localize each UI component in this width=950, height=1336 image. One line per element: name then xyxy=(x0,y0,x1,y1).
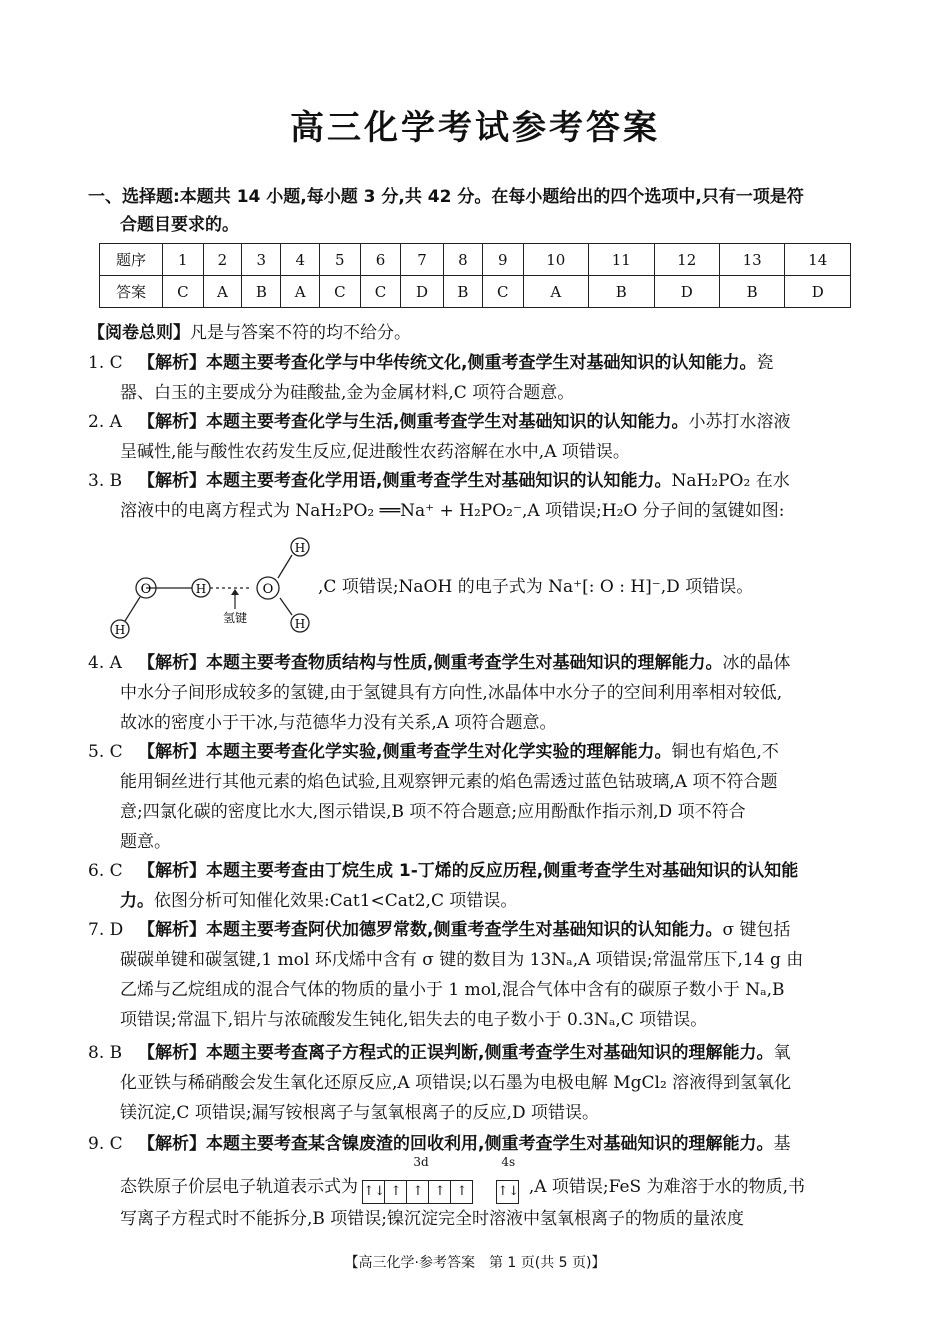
item-heading: 【解析】本题主要考查由丁烷生成 1-丁烯的反应历程,侧重考查学生对基础知识的认知能 xyxy=(138,861,799,881)
item-number: 2. A xyxy=(88,412,122,432)
item-text: 中水分子间形成较多的氢键,由于氢键具有方向性,冰晶体中水分子的空间利用率相对较低, xyxy=(120,683,783,703)
table-cell: 2 xyxy=(203,244,242,276)
table-cell: 5 xyxy=(320,244,361,276)
table-cell: D xyxy=(785,276,851,308)
table-cell: 1 xyxy=(163,244,204,276)
item-number: 9. C xyxy=(88,1134,123,1154)
page-title: 高三化学考试参考答案 xyxy=(290,108,660,148)
item-heading-cont: 力。 xyxy=(120,891,154,911)
item-heading: 【解析】本题主要考查化学与中华传统文化,侧重考查学生对基础知识的认知能力。 xyxy=(138,353,757,373)
item-heading: 【解析】本题主要考查化学与生活,侧重考查学生对基础知识的认知能力。 xyxy=(138,412,689,432)
table-cell: 3 xyxy=(242,244,281,276)
item-text: 依图分析可知催化效果:Cat1<Cat2,C 项错误。 xyxy=(154,891,518,911)
item-number: 1. C xyxy=(88,353,123,373)
list-item xyxy=(88,648,863,738)
item-text: ,A 项错误;FeS 为难溶于水的物质,书 xyxy=(528,1177,806,1197)
item-heading: 【解析】本题主要考查某含镍废渣的回收利用,侧重考查学生对基础知识的理解能力。 xyxy=(138,1134,774,1154)
table-cell: 8 xyxy=(443,244,482,276)
grading-rule xyxy=(88,318,411,343)
orbital-box: ↑ xyxy=(450,1180,473,1204)
row-label-answer: 答案 xyxy=(100,276,163,308)
orbital-label-3d: 3d xyxy=(413,1154,429,1169)
rule-label: 【阅卷总则】 xyxy=(88,323,190,343)
item-text: 氧 xyxy=(773,1043,791,1063)
row-label-question: 题序 xyxy=(100,244,163,276)
atom-o1: O xyxy=(140,582,152,597)
table-cell: C xyxy=(163,276,204,308)
table-cell: 7 xyxy=(401,244,443,276)
item-heading: 【解析】本题主要考查化学实验,侧重考查学生对化学实验的理解能力。 xyxy=(138,742,672,762)
item-heading: 【解析】本题主要考查化学用语,侧重考查学生对基础知识的认知能力。 xyxy=(138,471,672,491)
item-text: 乙烯与乙烷组成的混合气体的物质的量小于 1 mol,混合气体中含有的碳原子数小于 Nₐ,B xyxy=(120,980,785,1000)
list-item xyxy=(88,1038,863,1128)
list-item xyxy=(88,737,863,857)
page-footer: 【高三化学·参考答案 第 1 页(共 5 页)】 xyxy=(344,1255,606,1271)
table-cell: B xyxy=(719,276,784,308)
item-text: 项错误;常温下,铝片与浓硫酸发生钝化,铝失去的电子数小于 0.3Nₐ,C 项错误。 xyxy=(120,1010,708,1030)
list-item xyxy=(88,1129,863,1235)
table-row-answers xyxy=(100,276,851,308)
item-number: 8. B xyxy=(88,1043,123,1063)
list-item xyxy=(88,915,863,1035)
table-cell: A xyxy=(203,276,242,308)
item-text: 铜也有焰色,不 xyxy=(671,742,779,762)
item-text: 瓷 xyxy=(756,353,774,373)
diagram-trailing-text: ,C 项错误;NaOH 的电子式为 Na⁺[: O : H]⁻,D 项错误。 xyxy=(318,577,754,597)
answer-table xyxy=(99,243,851,308)
item-text: 题意。 xyxy=(120,832,171,852)
item-heading: 【解析】本题主要考查物质结构与性质,侧重考查学生对基础知识的理解能力。 xyxy=(138,653,723,673)
atom-h2: H xyxy=(114,623,126,637)
item-number: 4. A xyxy=(88,653,122,673)
item-text: 基 xyxy=(773,1134,791,1154)
orbital-diagram xyxy=(363,1154,523,1201)
table-cell: 4 xyxy=(281,244,320,276)
item-text: 镁沉淀,C 项错误;漏写铵根离子与氢氧根离子的反应,D 项错误。 xyxy=(120,1103,599,1123)
table-cell: C xyxy=(482,276,523,308)
table-cell: B xyxy=(443,276,482,308)
table-cell: 10 xyxy=(523,244,588,276)
orbital-box: ↑ xyxy=(428,1180,451,1204)
list-item xyxy=(88,466,863,526)
item-text: 呈碱性,能与酸性农药发生反应,促进酸性农药溶解在水中,A 项错误。 xyxy=(120,442,630,462)
orbital-box: ↑ xyxy=(406,1180,429,1204)
item-text: NaH₂PO₂ 在水 xyxy=(671,471,790,491)
item-text: 冰的晶体 xyxy=(722,653,791,673)
item-text: 写离子方程式时不能拆分,B 项错误;镍沉淀完全时溶液中氢氧根离子的物质的量浓度 xyxy=(120,1209,745,1229)
table-cell: 11 xyxy=(589,244,654,276)
table-cell: C xyxy=(360,276,401,308)
atom-h3: H xyxy=(294,541,306,555)
item-text: 小苏打水溶液 xyxy=(688,412,791,432)
atom-h1: H xyxy=(195,582,207,596)
table-cell: 14 xyxy=(785,244,851,276)
list-item xyxy=(88,856,863,916)
item-heading: 【解析】本题主要考查阿伏加德罗常数,侧重考查学生对基础知识的认知能力。 xyxy=(138,920,723,940)
table-cell: B xyxy=(242,276,281,308)
table-cell: 13 xyxy=(719,244,784,276)
table-cell: C xyxy=(320,276,361,308)
item-number: 6. C xyxy=(88,861,123,881)
orbital-box: ↑↓ xyxy=(496,1180,519,1204)
list-item xyxy=(88,348,863,408)
orbital-box: ↑↓ xyxy=(362,1180,385,1204)
item-text: 态铁原子价层电子轨道表示式为 xyxy=(120,1177,358,1197)
table-cell: D xyxy=(654,276,719,308)
item-text: 化亚铁与稀硝酸会发生氧化还原反应,A 项错误;以石墨为电极电解 MgCl₂ 溶液得到氢氧化 xyxy=(120,1073,792,1093)
item-number: 5. C xyxy=(88,742,123,762)
item-text: 意;四氯化碳的密度比水大,图示错误,B 项不符合题意;应用酚酞作指示剂,D 项不符合 xyxy=(120,802,746,822)
atom-o2: O xyxy=(262,582,274,597)
table-row-numbers xyxy=(100,244,851,276)
hydrogen-bond-diagram xyxy=(100,533,330,643)
item-heading: 【解析】本题主要考查离子方程式的正误判断,侧重考查学生对基础知识的理解能力。 xyxy=(138,1043,774,1063)
table-cell: B xyxy=(589,276,654,308)
item-number: 7. D xyxy=(88,920,124,940)
orbital-box: ↑ xyxy=(384,1180,407,1204)
item-text: 器、白玉的主要成分为硅酸盐,金为金属材料,C 项符合题意。 xyxy=(120,383,575,403)
hydrogen-bond-label: 氢键 xyxy=(222,611,248,625)
table-cell: 6 xyxy=(360,244,401,276)
section-heading xyxy=(88,183,863,239)
table-cell: A xyxy=(281,276,320,308)
orbital-label-4s: 4s xyxy=(501,1154,516,1169)
item-text: σ 键包括 xyxy=(722,920,791,940)
item-text: 能用铜丝进行其他元素的焰色试验,且观察钾元素的焰色需透过蓝色钴玻璃,A 项不符合题 xyxy=(120,772,778,792)
item-text: 碳碳单键和碳氢键,1 mol 环戊烯中含有 σ 键的数目为 13Nₐ,A 项错误;常温常压下,14 g 由 xyxy=(120,950,804,970)
section-line-2: 合题目要求的。 xyxy=(120,215,239,235)
table-cell: D xyxy=(401,276,443,308)
table-cell: 9 xyxy=(482,244,523,276)
section-line-1: 一、选择题:本题共 14 小题,每小题 3 分,共 42 分。在每小题给出的四个选项中,只有一项是符 xyxy=(88,187,804,207)
list-item xyxy=(88,407,863,467)
item-number: 3. B xyxy=(88,471,123,491)
table-cell: 12 xyxy=(654,244,719,276)
rule-text: 凡是与答案不符的均不给分。 xyxy=(190,323,411,343)
item-text: 溶液中的电离方程式为 NaH₂PO₂ ══Na⁺ + H₂PO₂⁻,A 项错误;H₂O 分子间的氢键如图: xyxy=(120,501,785,521)
table-cell: A xyxy=(523,276,588,308)
item-text: 故冰的密度小于干冰,与范德华力没有关系,A 项符合题意。 xyxy=(120,713,557,733)
atom-h4: H xyxy=(294,617,306,631)
